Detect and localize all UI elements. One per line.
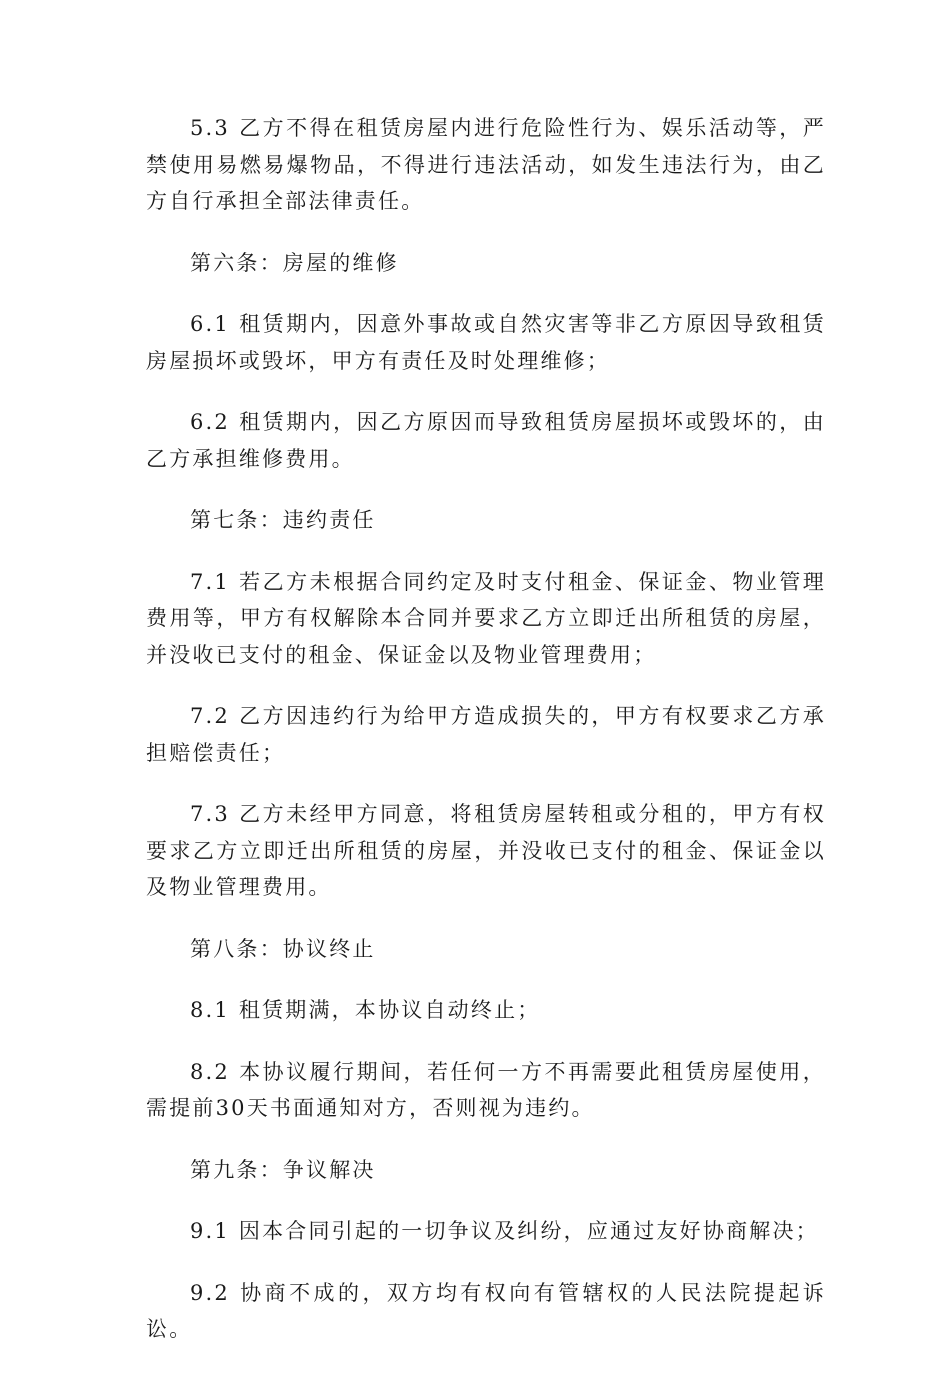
article-9-heading: 第九条：争议解决 [190, 1157, 376, 1182]
clause-8-2: 8.2 本协议履行期间，若任何一方不再需要此租赁房屋使用，需提前30天书面通知对方，否则视为违约。 [146, 1059, 826, 1120]
clause-9-2: 9.2 协商不成的，双方均有权向有管辖权的人民法院提起诉讼。 [146, 1280, 826, 1341]
clause-6-1: 6.1 租赁期内，因意外事故或自然灾害等非乙方原因导致租赁房屋损坏或毁坏，甲方有责任及时处理维修； [146, 312, 826, 373]
clause-7-3: 7.3 乙方未经甲方同意，将租赁房屋转租或分租的，甲方有权要求乙方立即迁出所租赁的房屋，并没收已支付的租金、保证金以及物业管理费用。 [146, 802, 826, 899]
article-7-heading: 第七条：违约责任 [190, 508, 376, 532]
clause-6-2: 6.2 租赁期内，因乙方原因而导致租赁房屋损坏或毁坏的，由乙方承担维修费用。 [146, 410, 826, 471]
clause-7-1: 7.1 若乙方未根据合同约定及时支付租金、保证金、物业管理费用等，甲方有权解除本合同并要求乙方立即迁出所租赁的房屋，并没收已支付的租金、保证金以及物业管理费用； [146, 569, 826, 667]
document-body [146, 110, 826, 1373]
article-6-heading: 第六条：房屋的维修 [190, 250, 399, 275]
clause-5-3: 5.3 乙方不得在租赁房屋内进行危险性行为、娱乐活动等，严禁使用易燃易爆物品，不得进行违法活动，如发生违法行为，由乙方自行承担全部法律责任。 [146, 116, 826, 213]
clause-9-1: 9.1 因本合同引起的一切争议及纠纷，应通过友好协商解决； [190, 1219, 819, 1243]
clause-7-2: 7.2 乙方因违约行为给甲方造成损失的，甲方有权要求乙方承担赔偿责任； [146, 704, 826, 765]
article-8-heading: 第八条：协议终止 [190, 936, 376, 961]
clause-8-1: 8.1 租赁期满，本协议自动终止； [190, 998, 541, 1022]
